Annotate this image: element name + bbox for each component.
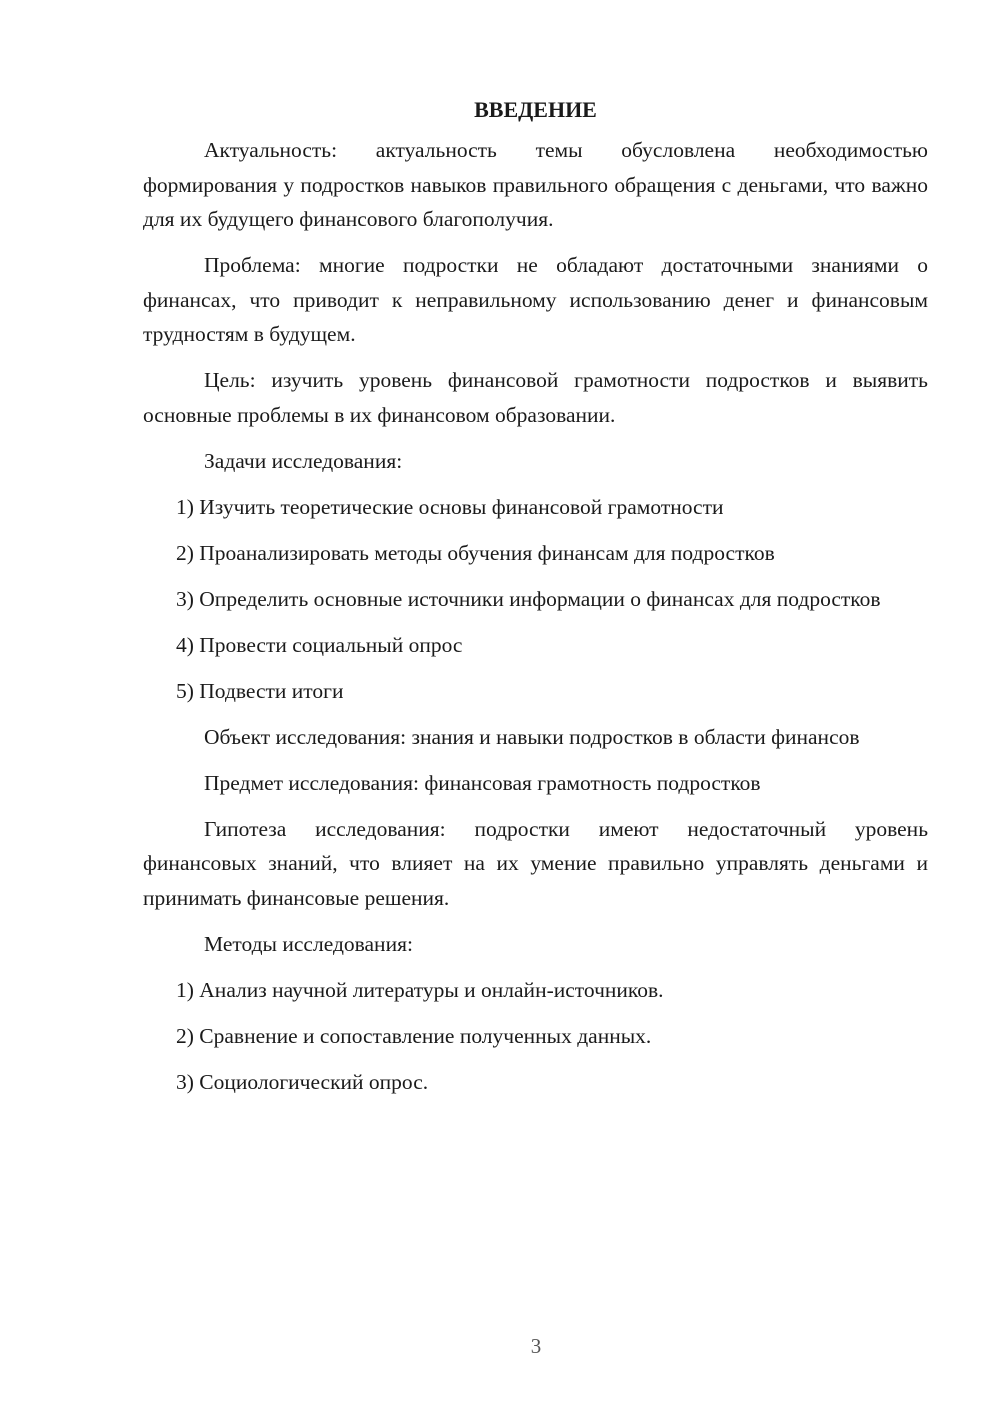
paragraph-object: Объект исследования: знания и навыки подростков в области финансов: [204, 724, 860, 749]
document-page: [143, 92, 928, 1111]
method-item-1: 1) Анализ научной литературы и онлайн-источников.: [176, 977, 664, 1002]
paragraph-goal: Цель: изучить уровень финансовой грамотности подростков и выявить основные проблемы в их финансовом образовании.: [143, 368, 928, 427]
paragraph-subject: Предмет исследования: финансовая грамотность подростков: [204, 770, 761, 795]
paragraph-relevance: Актуальность: актуальность темы обусловлена необходимостью формирования у подростков навыков правильного обращения с деньгами, что важно для их будущего финансового благополучия.: [143, 138, 928, 231]
tasks-heading: Задачи исследования:: [204, 448, 403, 473]
paragraph-hypothesis: Гипотеза исследования: подростки имеют недостаточный уровень финансовых знаний, что влияет на их умение правильно управлять деньгами и принимать финансовые решения.: [143, 816, 928, 910]
task-item-5: 5) Подвести итоги: [176, 678, 344, 703]
task-item-1: 1) Изучить теоретические основы финансовой грамотности: [176, 494, 724, 519]
method-item-3: 3) Социологический опрос.: [176, 1069, 429, 1094]
section-title: ВВЕДЕНИЕ: [474, 97, 597, 122]
paragraph-problem: Проблема: многие подростки не обладают достаточными знаниями о финансах, что приводит к неправильному использованию денег и финансовым трудностям в будущем.: [143, 253, 928, 346]
method-item-2: 2) Сравнение и сопоставление полученных данных.: [176, 1023, 652, 1048]
task-item-3: 3) Определить основные источники информации о финансах для подростков: [176, 586, 881, 611]
task-item-4: 4) Провести социальный опрос: [176, 632, 463, 657]
task-item-2: 2) Проанализировать методы обучения финансам для подростков: [176, 540, 775, 565]
methods-heading: Методы исследования:: [204, 931, 413, 956]
page-number: 3: [530, 1334, 542, 1358]
